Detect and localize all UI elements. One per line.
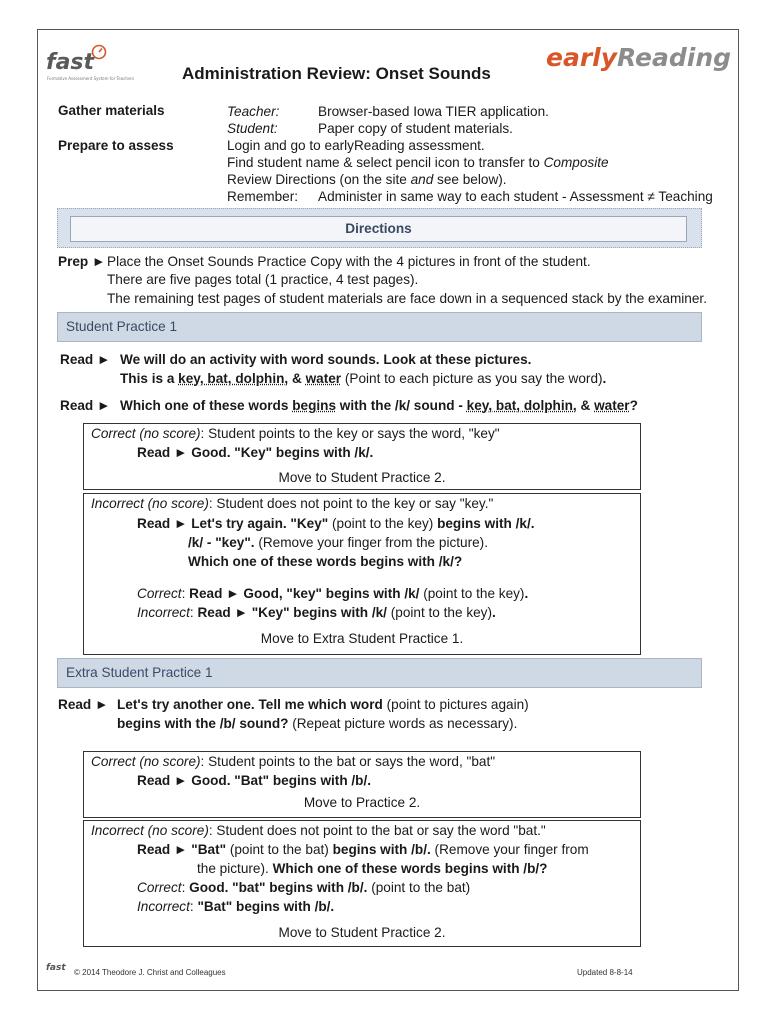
p1-read1-line1: We will do an activity with word sounds. Look at these pictures. [120, 352, 532, 367]
prep-line-3: The remaining test pages of student materials are face down in a sequenced stack by the examiner. [107, 291, 707, 306]
p1-incorrect-move: Move to Extra Student Practice 1. [260, 631, 464, 646]
remember-value: Administer in same way to each student - Assessment ≠ Teaching [318, 189, 713, 204]
e1-sub-correct: Correct: Good. "bat" begins with /b/. (point to the bat) [137, 880, 471, 895]
gather-materials-label: Gather materials [58, 103, 165, 118]
e1-incorrect-read: Read ► "Bat" (point to the bat) begins with /b/. (Remove your finger from [137, 842, 589, 857]
e1-read-line2: begins with the /b/ sound? (Repeat picture words as necessary). [117, 716, 518, 731]
e1-incorrect-move: Move to Student Practice 2. [278, 925, 446, 940]
e1-correct-desc: Correct (no score): Student points to the bat or says the word, "bat" [91, 754, 496, 769]
fast-logo [46, 50, 94, 75]
directions-banner [57, 208, 702, 248]
e1-read-line1: Let's try another one. Tell me which word (point to pictures again) [117, 697, 529, 712]
student-value: Paper copy of student materials. [318, 121, 513, 136]
reading-logo-text: Reading [617, 43, 732, 72]
p1-sub-incorrect: Incorrect: Read ► "Key" begins with /k/ (point to the key). [137, 605, 496, 620]
p1-read2-label: Read ► [60, 398, 111, 413]
student-key: Student: [227, 121, 278, 136]
remember-key: Remember: [227, 189, 299, 204]
setup-login-line: Login and go to earlyReading assessment. [227, 138, 485, 153]
p1-read2-line: Which one of these words begins with the /k/ sound - key, bat, dolphin, & water? [120, 398, 638, 413]
student-practice-1-band: Student Practice 1 [57, 312, 702, 342]
e1-correct-read: Read ► Good. "Bat" begins with /b/. [137, 773, 372, 788]
early-reading-logo [546, 43, 731, 72]
p1-sub-correct: Correct: Read ► Good, "key" begins with /k/ (point to the key). [137, 586, 529, 601]
e1-correct-move: Move to Practice 2. [303, 795, 421, 810]
footer-updated: Updated 8-8-14 [577, 968, 633, 977]
e1-correct-box [83, 751, 641, 818]
p1-correct-move: Move to Student Practice 2. [278, 470, 446, 485]
page-title: Administration Review: Onset Sounds [182, 64, 491, 83]
e1-incorrect-line2: the picture). Which one of these words begins with /b/? [197, 861, 548, 876]
e1-incorrect-box [83, 820, 641, 947]
p1-incorrect-line3: Which one of these words begins with /k/? [188, 554, 463, 569]
p1-incorrect-read: Read ► Let's try again. "Key" (point to the key) begins with /k/. [137, 516, 535, 531]
gauge-icon [91, 44, 107, 60]
setup-review-line: Review Directions (on the site and see below). [227, 172, 507, 187]
e1-read-label: Read ► [58, 697, 109, 712]
prep-line-2: There are five pages total (1 practice, 4 test pages). [107, 272, 419, 287]
p1-correct-desc: Correct (no score): Student points to the key or says the word, "key" [91, 426, 500, 441]
p1-correct-box [83, 423, 641, 490]
extra-practice-1-band: Extra Student Practice 1 [57, 658, 702, 688]
e1-incorrect-desc: Incorrect (no score): Student does not point to the bat or say the word "bat." [91, 823, 546, 838]
footer-copyright: © 2014 Theodore J. Christ and Colleagues [74, 968, 226, 977]
p1-incorrect-line2: /k/ - "key". (Remove your finger from the picture). [188, 535, 488, 550]
prep-label: Prep ► [58, 254, 106, 269]
p1-correct-read: Read ► Good. "Key" begins with /k/. [137, 445, 374, 460]
early-logo-text: early [546, 43, 618, 72]
footer-fast-logo: fast [46, 963, 66, 973]
setup-find-line: Find student name & select pencil icon to transfer to Composite [227, 155, 609, 170]
teacher-key: Teacher: [227, 104, 280, 119]
teacher-value: Browser-based Iowa TIER application. [318, 104, 549, 119]
e1-sub-incorrect: Incorrect: "Bat" begins with /b/. [137, 899, 335, 914]
p1-read1-line2: This is a key, bat, dolphin, & water (Point to each picture as you say the word). [120, 371, 607, 386]
fast-logo-text: fast [46, 50, 95, 75]
p1-incorrect-box [83, 493, 641, 655]
prep-line-1: Place the Onset Sounds Practice Copy with the 4 pictures in front of the student. [107, 254, 591, 269]
p1-incorrect-desc: Incorrect (no score): Student does not point to the key or say "key." [91, 496, 494, 511]
prepare-to-assess-label: Prepare to assess [58, 138, 174, 153]
p1-read1-label: Read ► [60, 352, 111, 367]
fast-logo-tagline: Formative Assessment System for Teachers [47, 76, 135, 81]
directions-title: Directions [70, 216, 687, 242]
